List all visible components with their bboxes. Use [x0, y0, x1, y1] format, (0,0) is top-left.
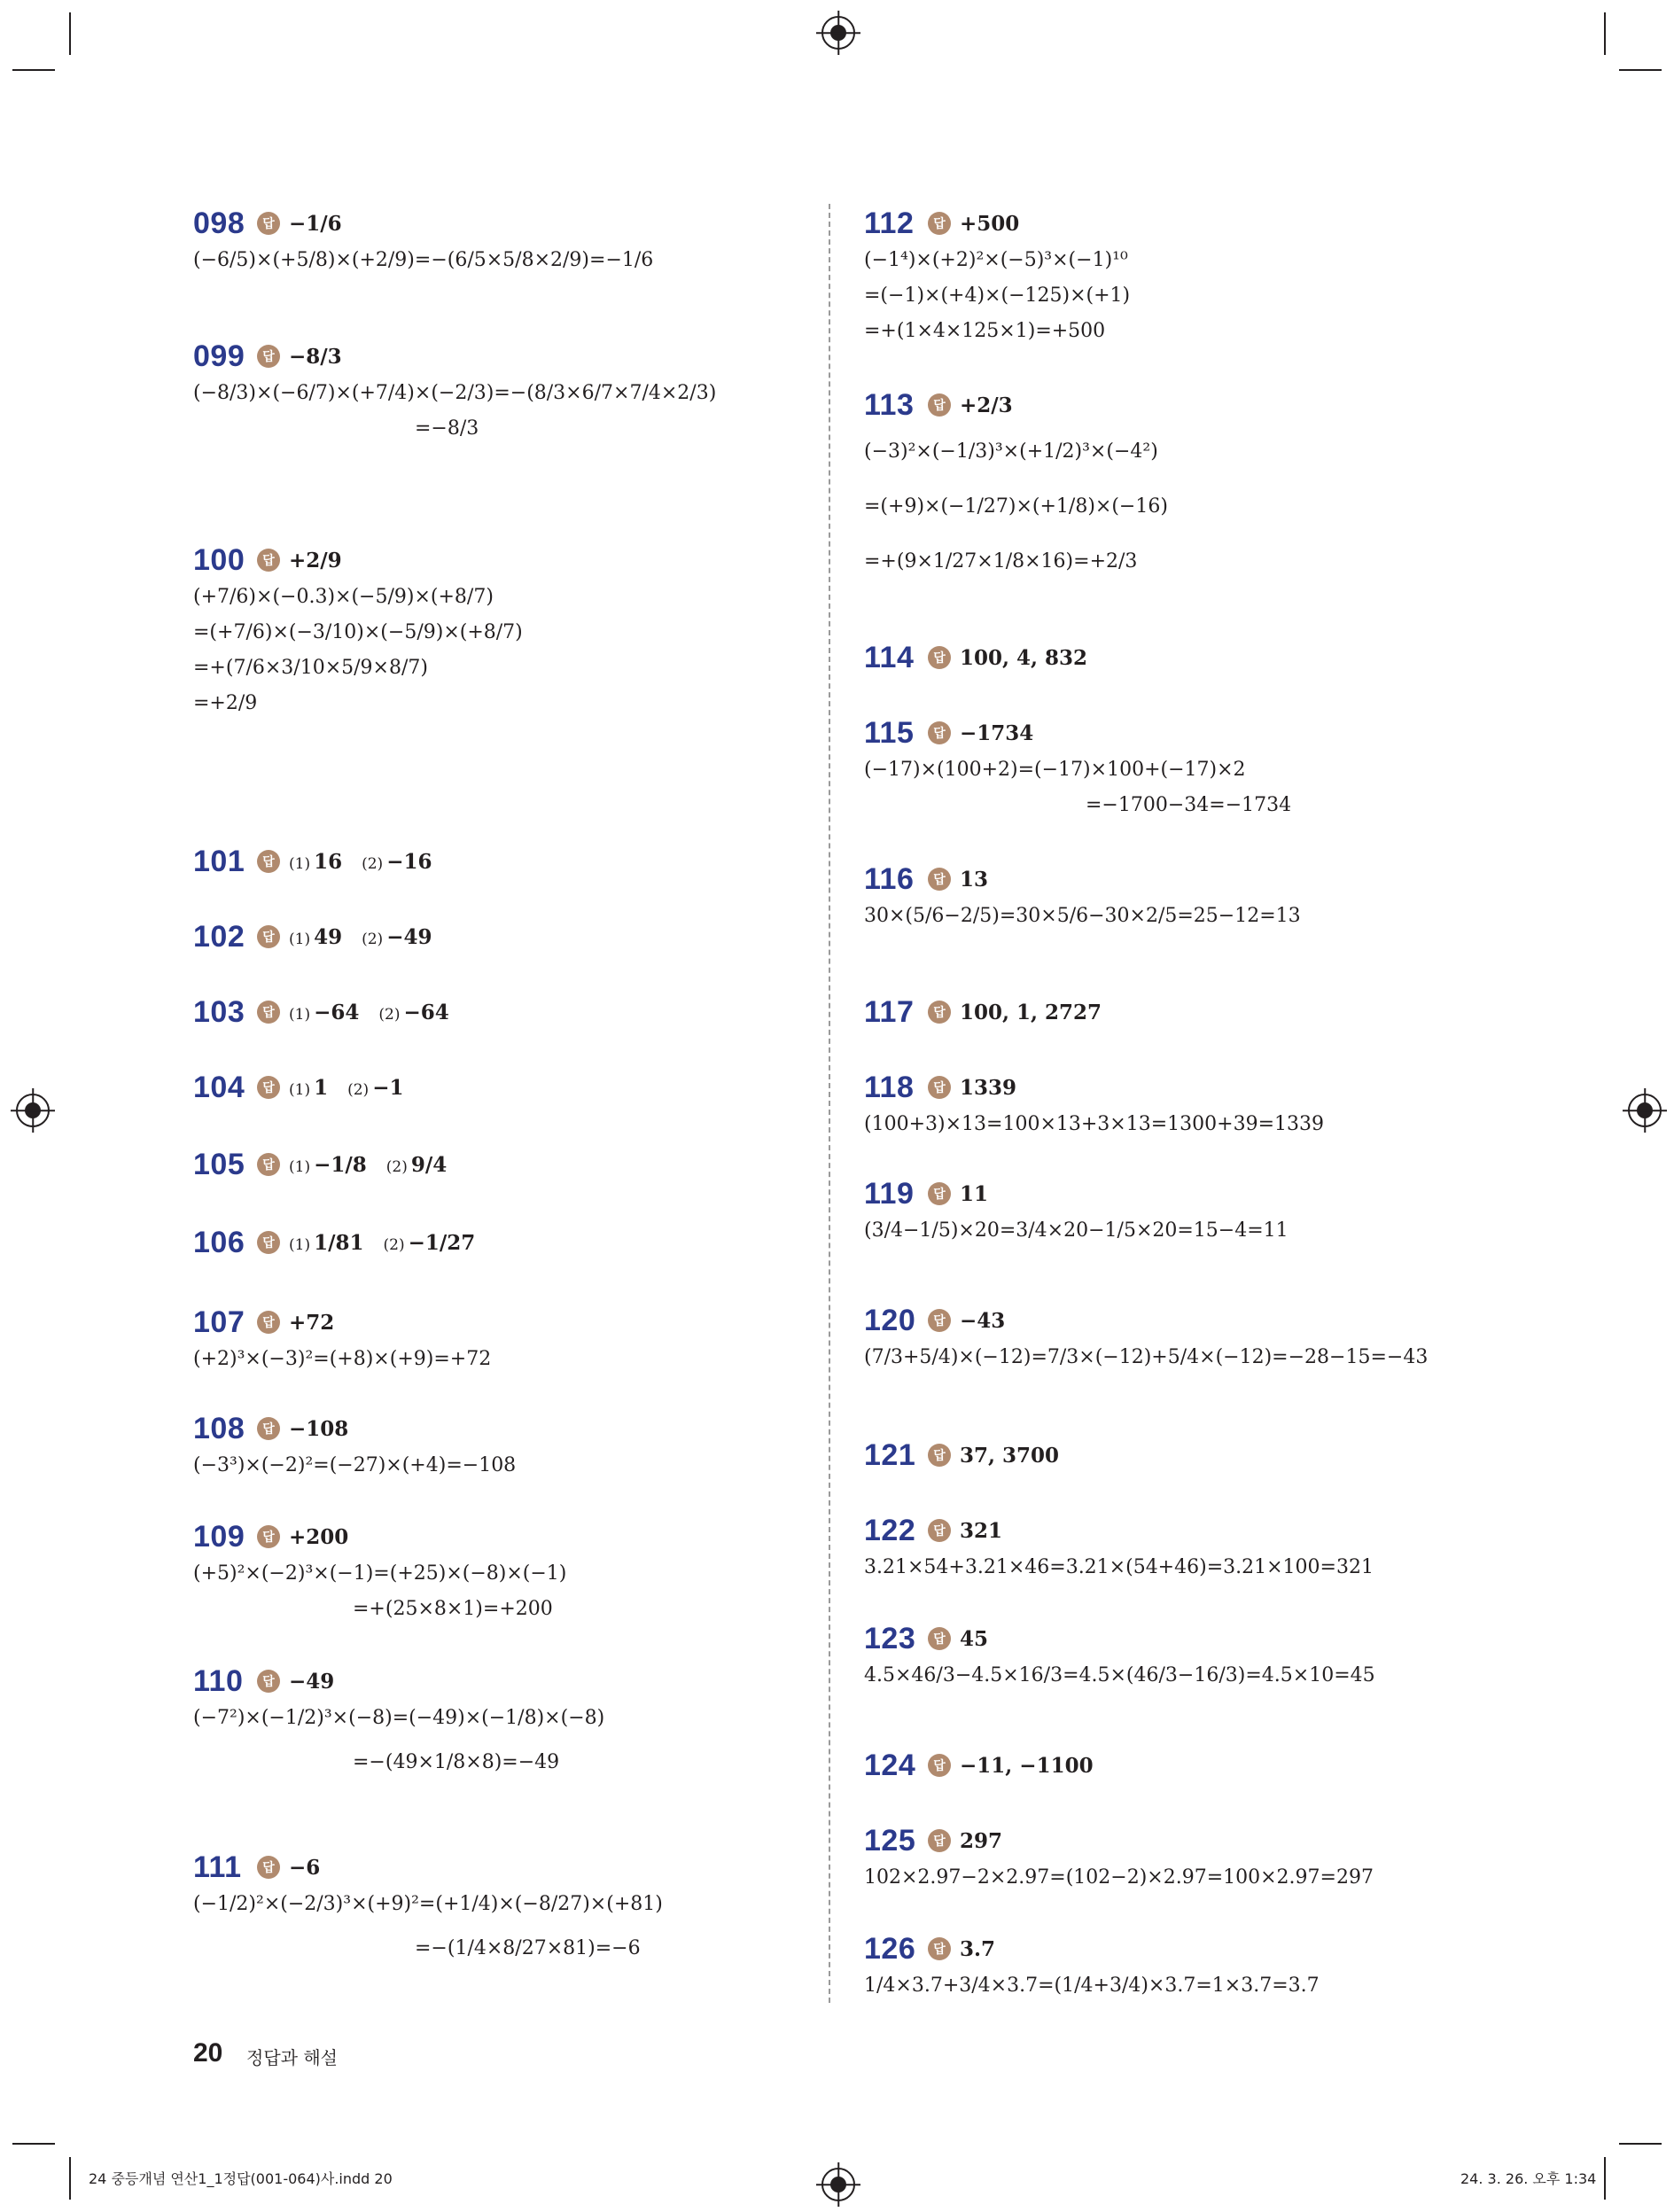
answer-badge-icon: 답 [257, 1153, 280, 1176]
answer-badge-icon: 답 [928, 1076, 951, 1099]
solution-line: (−6/5)×(+5/8)×(+2/9)=−(6/5×5/8×2/9)=−1/6 [193, 249, 654, 271]
answer: 3.7 [960, 1936, 996, 1961]
answer-badge-icon: 답 [928, 1937, 951, 1960]
solution-line: (−8/3)×(−6/7)×(+7/4)×(−2/3)=−(8/3×6/7×7/4×2/3) [193, 382, 717, 404]
problem-124 [864, 1746, 1484, 1785]
answer-badge-icon: 답 [928, 868, 951, 891]
problem-103: 103 답 (1) −64 (2) −64 [193, 994, 449, 1029]
problem-number: 126 [864, 1931, 916, 1966]
answer-badge-icon: 답 [257, 925, 280, 948]
solution-line: =+(9×1/27×1/8×16)=+2/3 [864, 550, 1138, 572]
problem-number: 099 [193, 339, 245, 373]
solution-line: (3/4−1/5)×20=3/4×20−1/5×20=15−4=11 [864, 1219, 1289, 1242]
problem-number: 112 [864, 206, 915, 240]
answer: 100, 1, 2727 [960, 1000, 1102, 1024]
problem-107 [193, 1303, 814, 1377]
problem-122 [864, 1511, 1484, 1585]
answer-badge-icon: 답 [257, 1076, 280, 1099]
answer-badge-icon: 답 [928, 1627, 951, 1650]
problem-117 [864, 993, 1484, 1032]
solution-line: 102×2.97−2×2.97=(102−2)×2.97=100×2.97=297 [864, 1866, 1374, 1889]
problem-number: 116 [864, 861, 915, 896]
problem-number: 115 [864, 715, 915, 750]
answer: 100, 4, 832 [960, 645, 1088, 670]
answer: −1734 [960, 720, 1034, 745]
solution-line: 30×(5/6−2/5)=30×5/6−30×2/5=25−12=13 [864, 905, 1301, 927]
answer-badge-icon: 답 [928, 1309, 951, 1332]
problem-105: 105 답 (1) −1/8 (2) 9/4 [193, 1147, 448, 1181]
answer-badge-icon: 답 [928, 1182, 951, 1205]
answer-part-1: 16 [314, 849, 343, 874]
problem-118 [864, 1068, 1484, 1142]
problem-number: 122 [864, 1513, 916, 1547]
crop-mark [1604, 12, 1606, 55]
answer-part-2: −16 [386, 849, 432, 874]
answer-badge-icon: 답 [928, 1519, 951, 1542]
registration-mark-icon [821, 2168, 855, 2201]
answer: 1339 [960, 1075, 1017, 1100]
crop-mark [12, 2143, 55, 2145]
solution-line: (−17)×(100+2)=(−17)×100+(−17)×2 [864, 759, 1246, 781]
answer: 11 [960, 1181, 989, 1206]
problem-120 [864, 1301, 1484, 1375]
answer-badge-icon: 답 [257, 1231, 280, 1254]
solution-line: (+2)³×(−3)²=(+8)×(+9)=+72 [193, 1348, 492, 1370]
answer-badge-icon: 답 [928, 721, 951, 744]
problem-113 [864, 386, 1484, 589]
problem-116 [864, 860, 1484, 934]
answer: −49 [289, 1669, 335, 1694]
answer: +72 [289, 1310, 335, 1335]
answer: 37, 3700 [960, 1443, 1060, 1468]
crop-mark [1619, 2143, 1662, 2145]
problem-102: 102 답 (1) 49 (2) −49 [193, 919, 432, 954]
answer: +2/3 [960, 393, 1013, 417]
answer-part-1: 1 [314, 1075, 329, 1100]
answer-part-1: 1/81 [314, 1230, 364, 1255]
answer: 45 [960, 1626, 989, 1651]
problem-number: 105 [193, 1147, 245, 1181]
problem-111 [193, 1848, 814, 1975]
problem-number: 107 [193, 1305, 245, 1339]
answer: +2/9 [289, 548, 342, 572]
solution-line: =−(49×1/8×8)=−49 [353, 1751, 560, 1773]
problem-number: 110 [193, 1663, 244, 1698]
crop-mark [69, 12, 71, 55]
problem-number: 102 [193, 919, 245, 954]
solution-line: =+(25×8×1)=+200 [353, 1598, 553, 1620]
problem-100 [193, 541, 814, 721]
solution-line: (+5)²×(−2)³×(−1)=(+25)×(−8)×(−1) [193, 1562, 567, 1585]
crop-mark [69, 2157, 71, 2200]
answer-part-1: 49 [314, 924, 343, 949]
solution-line: =−8/3 [415, 417, 479, 440]
problem-number: 104 [193, 1070, 245, 1104]
problem-109 [193, 1517, 814, 1627]
answer-part-1: −1/8 [314, 1152, 367, 1177]
problem-number: 125 [864, 1823, 916, 1858]
answer: 297 [960, 1828, 1003, 1853]
problem-104: 104 답 (1) 1 (2) −1 [193, 1070, 404, 1104]
problem-126 [864, 1929, 1484, 2004]
solution-line: (−3³)×(−2)²=(−27)×(+4)=−108 [193, 1454, 517, 1476]
answer-badge-icon: 답 [928, 646, 951, 669]
problem-number: 108 [193, 1411, 245, 1445]
slug-filename: 24 중등개념 연산1_1정답(001-064)사.indd 20 [89, 2170, 393, 2187]
problem-098 [193, 204, 814, 278]
problem-number: 100 [193, 542, 245, 577]
solution-line: =−(1/4×8/27×81)=−6 [415, 1937, 641, 1959]
solution-line: =(−1)×(+4)×(−125)×(+1) [864, 284, 1131, 307]
problem-number: 119 [864, 1176, 915, 1211]
answer-badge-icon: 답 [257, 549, 280, 572]
answer-badge-icon: 답 [257, 1525, 280, 1548]
problem-number: 098 [193, 206, 245, 240]
problem-number: 120 [864, 1303, 916, 1337]
solution-line: =−1700−34=−1734 [1086, 794, 1292, 816]
page-number: 20 [193, 2038, 223, 2068]
solution-line: (100+3)×13=100×13+3×13=1300+39=1339 [864, 1113, 1324, 1135]
solution-line: =+2/9 [193, 692, 258, 714]
answer: +200 [289, 1524, 349, 1549]
problem-123 [864, 1619, 1484, 1694]
problem-number: 118 [864, 1070, 915, 1104]
problem-121 [864, 1436, 1484, 1475]
answer: −1/6 [289, 211, 342, 236]
problem-number: 124 [864, 1748, 916, 1782]
problem-125 [864, 1821, 1484, 1896]
answer: −43 [960, 1308, 1006, 1333]
problem-number: 103 [193, 994, 245, 1029]
problem-number: 109 [193, 1519, 245, 1554]
answer-badge-icon: 답 [257, 212, 280, 235]
answer-badge-icon: 답 [257, 1856, 280, 1879]
problem-number: 106 [193, 1225, 245, 1259]
answer-part-2: 9/4 [410, 1152, 448, 1177]
answer-badge-icon: 답 [257, 1670, 280, 1693]
answer: −11, −1100 [960, 1753, 1094, 1778]
solution-line: =(+9)×(−1/27)×(+1/8)×(−16) [864, 495, 1168, 518]
problem-114 [864, 638, 1484, 677]
problem-112 [864, 204, 1484, 349]
problem-number: 123 [864, 1621, 916, 1655]
solution-line: 1/4×3.7+3/4×3.7=(1/4+3/4)×3.7=1×3.7=3.7 [864, 1974, 1320, 1997]
solution-line: (−3)²×(−1/3)³×(+1/2)³×(−4²) [864, 440, 1158, 463]
answer: +500 [960, 211, 1020, 236]
answer-badge-icon: 답 [928, 1001, 951, 1024]
answer-badge-icon: 답 [257, 1001, 280, 1024]
answer: 13 [960, 867, 989, 892]
problem-119 [864, 1174, 1484, 1249]
problem-106: 106 답 (1) 1/81 (2) −1/27 [193, 1225, 476, 1259]
answer-badge-icon: 답 [257, 345, 280, 368]
problem-101: 101 답 (1) 16 (2) −16 [193, 844, 432, 878]
problem-number: 114 [864, 640, 915, 674]
crop-mark [1619, 69, 1662, 71]
problem-number: 121 [864, 1437, 916, 1472]
answer-badge-icon: 답 [928, 1444, 951, 1467]
footer-title: 정답과 해설 [246, 2047, 338, 2068]
solution-line: (+7/6)×(−0.3)×(−5/9)×(+8/7) [193, 586, 494, 608]
solution-line: =(+7/6)×(−3/10)×(−5/9)×(+8/7) [193, 621, 523, 643]
solution-line: =+(1×4×125×1)=+500 [864, 320, 1106, 342]
answer-part-2: −1/27 [408, 1230, 476, 1255]
answer-part-2: −1 [372, 1075, 404, 1100]
answer-badge-icon: 답 [257, 1311, 280, 1334]
slug-date: 24. 3. 26. 오후 1:34 [1460, 2170, 1597, 2187]
problem-number: 117 [864, 994, 915, 1029]
answer-badge-icon: 답 [928, 212, 951, 235]
column-divider [829, 204, 830, 2003]
crop-mark [12, 69, 55, 71]
registration-mark-icon [1628, 1094, 1662, 1127]
problem-number: 101 [193, 844, 245, 878]
solution-line: 3.21×54+3.21×46=3.21×(54+46)=3.21×100=321 [864, 1556, 1374, 1578]
solution-line: (−1⁴)×(+2)²×(−5)³×(−1)¹⁰ [864, 249, 1128, 271]
registration-mark-icon [16, 1094, 50, 1127]
problem-number: 113 [864, 387, 915, 422]
solution-line: =+(7/6×3/10×5/9×8/7) [193, 657, 428, 679]
solution-line: (−1/2)²×(−2/3)³×(+9)²=(+1/4)×(−8/27)×(+81) [193, 1893, 663, 1915]
answer-badge-icon: 답 [928, 393, 951, 417]
crop-mark [1604, 2157, 1606, 2200]
answer: −6 [289, 1855, 321, 1880]
problem-108 [193, 1409, 814, 1484]
answer: −108 [289, 1416, 349, 1441]
answer-part-2: −49 [386, 924, 432, 949]
problem-115 [864, 713, 1484, 823]
solution-line: (−7²)×(−1/2)³×(−8)=(−49)×(−1/8)×(−8) [193, 1707, 605, 1729]
problem-number: 111 [193, 1850, 242, 1884]
answer: 321 [960, 1518, 1003, 1543]
solution-line: (7/3+5/4)×(−12)=7/3×(−12)+5/4×(−12)=−28−15=−43 [864, 1346, 1429, 1368]
answer-badge-icon: 답 [928, 1829, 951, 1852]
answer: −8/3 [289, 344, 342, 369]
solution-line: 4.5×46/3−4.5×16/3=4.5×(46/3−16/3)=4.5×10=45 [864, 1664, 1375, 1686]
problem-110 [193, 1662, 814, 1789]
answer-badge-icon: 답 [257, 850, 280, 873]
problem-099 [193, 337, 814, 447]
registration-mark-icon [821, 16, 855, 50]
answer-badge-icon: 답 [257, 1417, 280, 1440]
answer-part-2: −64 [403, 1000, 449, 1024]
answer-part-1: −64 [314, 1000, 360, 1024]
answer-badge-icon: 답 [928, 1754, 951, 1777]
